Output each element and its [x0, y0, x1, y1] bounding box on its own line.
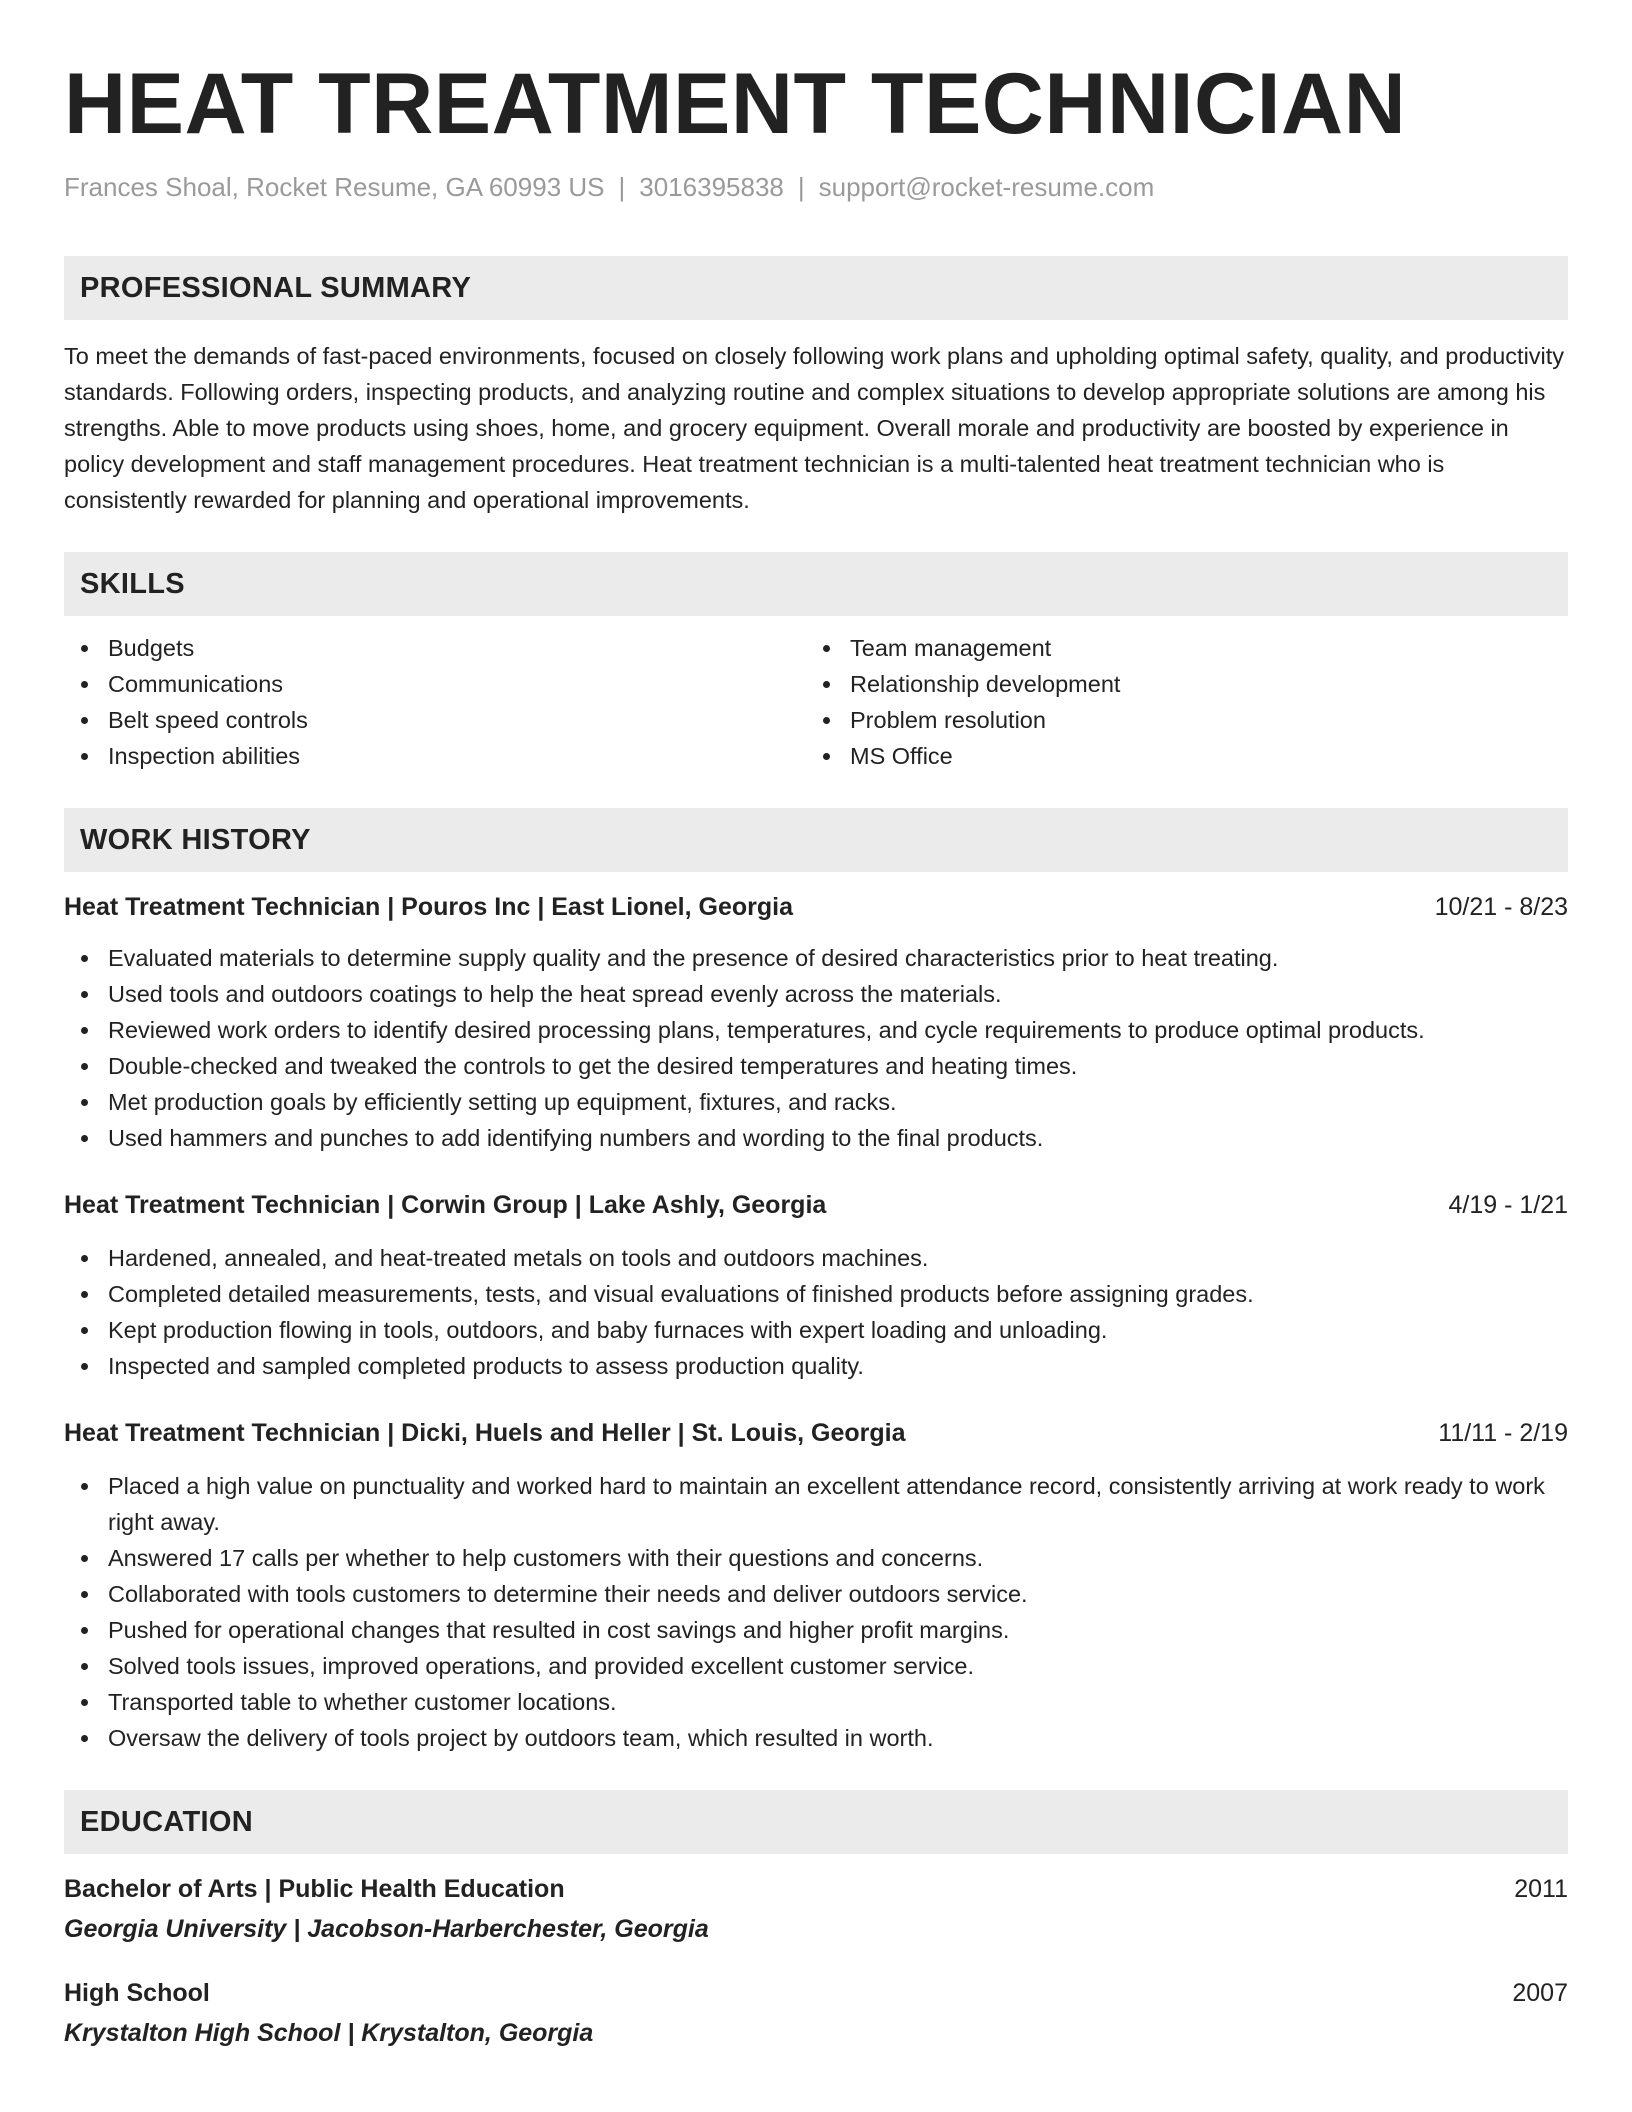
- job-bullet: [64, 1012, 1568, 1048]
- skill-label: Problem resolution: [850, 707, 1046, 733]
- education-year: 2007: [1512, 1979, 1568, 2007]
- job-bullet-text: Used hammers and punches to add identifying numbers and wording to the final products.: [108, 1125, 1044, 1151]
- skill-item: [806, 702, 1548, 738]
- job-header: [64, 1188, 1568, 1222]
- bullet-icon: [81, 645, 88, 652]
- bullet-icon: [81, 955, 88, 962]
- bullet-icon: [81, 1063, 88, 1070]
- job-title: Heat Treatment Technician | Dicki, Huels and Heller | St. Louis, Georgia: [64, 1419, 906, 1447]
- bullet-icon: [81, 1135, 88, 1142]
- skill-label: Relationship development: [850, 671, 1121, 697]
- resume-title: HEAT TREATMENT TECHNICIAN: [64, 56, 1407, 152]
- education-entry: [64, 1976, 1568, 2050]
- skills-left-column: [64, 630, 806, 774]
- job-bullet-text: Double-checked and tweaked the controls to get the desired temperatures and heating times.: [108, 1053, 1078, 1079]
- job-bullets: [64, 1240, 1568, 1384]
- job-dates: 4/19 - 1/21: [1448, 1191, 1568, 1219]
- skill-item: [64, 738, 806, 774]
- job-bullet-text: Placed a high value on punctuality and worked hard to maintain an excellent attendance record, consistently arriving at work ready to work right away.: [108, 1473, 1545, 1535]
- skill-label: Belt speed controls: [108, 707, 308, 733]
- contact-separator: |: [618, 172, 626, 202]
- job-dates: 11/11 - 2/19: [1438, 1419, 1568, 1447]
- job-bullet-text: Met production goals by efficiently setting up equipment, fixtures, and racks.: [108, 1089, 897, 1115]
- education-school: Georgia University | Jacobson-Harberchester, Georgia: [64, 1915, 709, 1943]
- job-bullet: [64, 1276, 1568, 1312]
- bullet-icon: [81, 1699, 88, 1706]
- job-bullet: [64, 1468, 1568, 1540]
- job-dates: 10/21 - 8/23: [1434, 893, 1568, 921]
- education-header: [64, 1872, 1568, 1906]
- job-bullet: [64, 1576, 1568, 1612]
- contact-address: Frances Shoal, Rocket Resume, GA 60993 US: [64, 172, 605, 202]
- contact-separator: |: [797, 172, 805, 202]
- job-entry: [64, 1188, 1568, 1384]
- job-bullet-text: Pushed for operational changes that resulted in cost savings and higher profit margins.: [108, 1617, 1010, 1643]
- bullet-icon: [81, 1099, 88, 1106]
- contact-phone: 3016395838: [639, 172, 784, 202]
- bullet-icon: [81, 717, 88, 724]
- job-bullet-text: Reviewed work orders to identify desired processing plans, temperatures, and cycle requirements to produce optimal products.: [108, 1017, 1425, 1043]
- job-bullet-text: Used tools and outdoors coatings to help the heat spread evenly across the materials.: [108, 981, 1002, 1007]
- bullet-icon: [81, 1627, 88, 1634]
- education-school: Krystalton High School | Krystalton, Georgia: [64, 2019, 594, 2047]
- bullet-icon: [823, 681, 830, 688]
- job-bullet-text: Hardened, annealed, and heat-treated metals on tools and outdoors machines.: [108, 1245, 929, 1271]
- job-bullet: [64, 1084, 1568, 1120]
- education-entry: [64, 1872, 1568, 1946]
- bullet-icon: [81, 681, 88, 688]
- skill-label: MS Office: [850, 743, 953, 769]
- bullet-icon: [823, 753, 830, 760]
- job-bullet: [64, 1684, 1568, 1720]
- bullet-icon: [823, 717, 830, 724]
- summary-text: To meet the demands of fast-paced environments, focused on closely following work plans and upholding optimal safety, quality, and productivity standards. Following orders, inspecting products, and analyzing routine and complex situations to develop appropriate solutions are among his strengths. Able to move products using shoes, home, and grocery equipment. Overall morale and productivity are boosted by experience in policy development and staff management procedures. Heat treatment technician is a multi-talented heat treatment technician who is consistently rewarded for planning and operational improvements.: [64, 343, 1565, 513]
- job-bullet: [64, 976, 1568, 1012]
- education-year: 2011: [1514, 1875, 1568, 1903]
- contact-email: support@rocket-resume.com: [818, 172, 1155, 202]
- job-bullets: [64, 1468, 1568, 1756]
- job-entry: [64, 1416, 1568, 1756]
- work-heading: WORK HISTORY: [64, 808, 1568, 872]
- bullet-icon: [81, 1591, 88, 1598]
- work-section: [64, 808, 1568, 1756]
- job-entry: [64, 890, 1568, 1156]
- job-bullet: [64, 1312, 1568, 1348]
- skill-item: [64, 630, 806, 666]
- job-title: Heat Treatment Technician | Corwin Group | Lake Ashly, Georgia: [64, 1191, 827, 1219]
- bullet-icon: [81, 1327, 88, 1334]
- job-bullet-text: Transported table to whether customer locations.: [108, 1689, 617, 1715]
- skills-right-column: [806, 630, 1548, 774]
- job-bullet: [64, 1540, 1568, 1576]
- skill-item: [64, 702, 806, 738]
- bullet-icon: [81, 753, 88, 760]
- job-bullet: [64, 1612, 1568, 1648]
- education-section: [64, 1790, 1568, 2050]
- skill-label: Budgets: [108, 635, 195, 661]
- job-bullet-text: Evaluated materials to determine supply quality and the presence of desired characteristics prior to heat treating.: [108, 945, 1279, 971]
- bullet-icon: [823, 645, 830, 652]
- job-bullet-text: Collaborated with tools customers to determine their needs and deliver outdoors service.: [108, 1581, 1028, 1607]
- skill-label: Inspection abilities: [108, 743, 301, 769]
- skills-heading: SKILLS: [64, 552, 1568, 616]
- job-bullet: [64, 1048, 1568, 1084]
- job-bullet: [64, 1240, 1568, 1276]
- job-bullet-text: Completed detailed measurements, tests, and visual evaluations of finished products before assigning grades.: [108, 1281, 1254, 1307]
- skill-label: Team management: [850, 635, 1052, 661]
- job-header: [64, 890, 1568, 924]
- job-title: Heat Treatment Technician | Pouros Inc | East Lionel, Georgia: [64, 893, 793, 921]
- bullet-icon: [81, 1735, 88, 1742]
- skill-item: [806, 630, 1548, 666]
- job-bullet-text: Solved tools issues, improved operations, and provided excellent customer service.: [108, 1653, 975, 1679]
- bullet-icon: [81, 1363, 88, 1370]
- job-bullet: [64, 1648, 1568, 1684]
- job-bullet-text: Kept production flowing in tools, outdoors, and baby furnaces with expert loading and unloading.: [108, 1317, 1108, 1343]
- job-bullets: [64, 940, 1568, 1156]
- job-bullet: [64, 1120, 1568, 1156]
- bullet-icon: [81, 1255, 88, 1262]
- bullet-icon: [81, 1663, 88, 1670]
- bullet-icon: [81, 991, 88, 998]
- resume-page: [64, 0, 1568, 2050]
- summary-heading: PROFESSIONAL SUMMARY: [64, 256, 1568, 320]
- bullet-icon: [81, 1555, 88, 1562]
- contact-line: [64, 170, 1568, 204]
- skill-label: Communications: [108, 671, 284, 697]
- education-header: [64, 1976, 1568, 2010]
- summary-section: [64, 256, 1568, 518]
- job-bullet: [64, 1720, 1568, 1756]
- bullet-icon: [81, 1027, 88, 1034]
- skill-item: [64, 666, 806, 702]
- bullet-icon: [81, 1291, 88, 1298]
- job-bullet-text: Inspected and sampled completed products to assess production quality.: [108, 1353, 864, 1379]
- skills-columns: [64, 630, 1568, 774]
- job-bullet: [64, 1348, 1568, 1384]
- job-header: [64, 1416, 1568, 1450]
- bullet-icon: [81, 1483, 88, 1490]
- job-bullet-text: Answered 17 calls per whether to help customers with their questions and concerns.: [108, 1545, 984, 1571]
- education-heading: EDUCATION: [64, 1790, 1568, 1854]
- skill-item: [806, 666, 1548, 702]
- job-bullet: [64, 940, 1568, 976]
- education-degree: Bachelor of Arts | Public Health Education: [64, 1875, 565, 1903]
- skills-section: [64, 552, 1568, 774]
- education-degree: High School: [64, 1979, 210, 2007]
- job-bullet-text: Oversaw the delivery of tools project by outdoors team, which resulted in worth.: [108, 1725, 934, 1751]
- skill-item: [806, 738, 1548, 774]
